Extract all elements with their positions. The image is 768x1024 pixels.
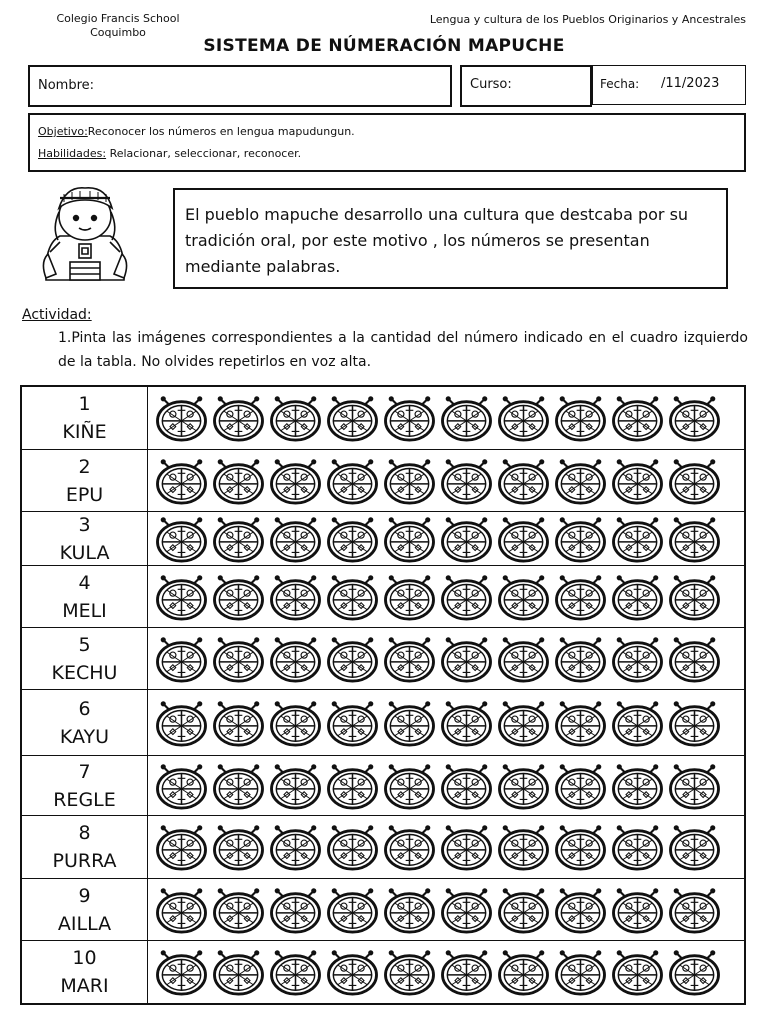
number-digit: 5 xyxy=(78,633,91,656)
name-label: Nombre: xyxy=(38,78,95,93)
mapuche-girl-illustration xyxy=(26,182,144,284)
kultrun-drum-icon[interactable] xyxy=(382,515,437,563)
kultrun-drum-icon[interactable] xyxy=(268,635,323,683)
objective-line xyxy=(38,121,736,143)
kultrun-drum-icon[interactable] xyxy=(610,394,665,442)
number-cell xyxy=(22,941,148,1003)
kultrun-drum-icon[interactable] xyxy=(496,515,551,563)
kultrun-drum-icon[interactable] xyxy=(211,699,266,747)
kultrun-drum-icon[interactable] xyxy=(496,699,551,747)
kultrun-drum-icon[interactable] xyxy=(553,886,608,934)
number-cell xyxy=(22,756,148,815)
kultrun-drum-icon[interactable] xyxy=(439,886,494,934)
kultrun-images xyxy=(154,690,722,755)
kultrun-drum-icon[interactable] xyxy=(496,762,551,810)
kultrun-drum-icon[interactable] xyxy=(211,886,266,934)
number-digit: 6 xyxy=(78,697,91,720)
kultrun-drum-icon[interactable] xyxy=(496,948,551,996)
kultrun-drum-icon[interactable] xyxy=(439,394,494,442)
kultrun-drum-icon[interactable] xyxy=(268,762,323,810)
kultrun-images xyxy=(154,941,722,1003)
kultrun-drum-icon[interactable] xyxy=(268,457,323,505)
number-digit: 10 xyxy=(72,947,97,969)
kultrun-drum-icon[interactable] xyxy=(382,823,437,871)
table-row xyxy=(22,878,744,940)
kultrun-drum-icon[interactable] xyxy=(325,635,380,683)
kultrun-drum-icon[interactable] xyxy=(667,948,722,996)
kultrun-drum-icon[interactable] xyxy=(325,762,380,810)
kultrun-drum-icon[interactable] xyxy=(325,573,380,621)
number-digit: 8 xyxy=(78,822,91,844)
kultrun-drum-icon[interactable] xyxy=(439,457,494,505)
number-word: KAYU xyxy=(59,725,110,748)
kultrun-drum-icon[interactable] xyxy=(154,823,209,871)
number-digit: 2 xyxy=(78,455,91,478)
kultrun-drum-icon[interactable] xyxy=(154,573,209,621)
kultrun-drum-icon[interactable] xyxy=(325,886,380,934)
kultrun-drum-icon[interactable] xyxy=(610,515,665,563)
number-word: AILLA xyxy=(57,912,112,935)
number-digit: 9 xyxy=(78,884,91,907)
kultrun-images xyxy=(154,450,722,511)
kultrun-drum-icon[interactable] xyxy=(211,948,266,996)
kultrun-drum-icon[interactable] xyxy=(496,635,551,683)
school-name-line1: Colegio Francis School xyxy=(56,12,180,25)
kultrun-drum-icon[interactable] xyxy=(439,762,494,810)
number-cell xyxy=(22,628,148,689)
kultrun-drum-icon[interactable] xyxy=(154,948,209,996)
kultrun-drum-icon[interactable] xyxy=(610,823,665,871)
kultrun-drum-icon[interactable] xyxy=(382,699,437,747)
kultrun-drum-icon[interactable] xyxy=(553,394,608,442)
kultrun-images xyxy=(154,756,722,815)
kultrun-drum-icon[interactable] xyxy=(667,886,722,934)
date-value: /11/2023 xyxy=(661,76,720,91)
kultrun-images xyxy=(154,566,722,627)
table-row xyxy=(22,627,744,689)
table-row xyxy=(22,511,744,565)
skills-text: Relacionar, seleccionar, reconocer. xyxy=(106,147,302,160)
kultrun-drum-icon[interactable] xyxy=(268,699,323,747)
number-cell xyxy=(22,387,148,449)
table-row xyxy=(22,449,744,511)
kultrun-drum-icon[interactable] xyxy=(211,573,266,621)
course-field[interactable] xyxy=(460,65,592,107)
kultrun-drum-icon[interactable] xyxy=(610,762,665,810)
kultrun-drum-icon[interactable] xyxy=(610,886,665,934)
skills-line xyxy=(38,143,736,165)
number-cell xyxy=(22,566,148,627)
number-cell xyxy=(22,879,148,940)
objective-text: Reconocer los números en lengua mapudungun. xyxy=(87,125,355,138)
kultrun-drum-icon[interactable] xyxy=(610,573,665,621)
number-cell xyxy=(22,450,148,511)
number-cell xyxy=(22,690,148,755)
kultrun-drum-icon[interactable] xyxy=(667,573,722,621)
number-cell xyxy=(22,512,148,565)
objective-box xyxy=(28,113,746,172)
number-word: REGLE xyxy=(53,788,116,811)
kultrun-drum-icon[interactable] xyxy=(667,823,722,871)
kultrun-drum-icon[interactable] xyxy=(667,515,722,563)
kultrun-drum-icon[interactable] xyxy=(610,635,665,683)
kultrun-drum-icon[interactable] xyxy=(211,635,266,683)
table-row xyxy=(22,387,744,449)
kultrun-drum-icon[interactable] xyxy=(382,457,437,505)
number-word: KULA xyxy=(59,541,110,564)
kultrun-drum-icon[interactable] xyxy=(154,886,209,934)
kultrun-drum-icon[interactable] xyxy=(382,635,437,683)
kultrun-drum-icon[interactable] xyxy=(439,823,494,871)
kultrun-drum-icon[interactable] xyxy=(325,699,380,747)
number-word: EPU xyxy=(65,483,104,506)
kultrun-drum-icon[interactable] xyxy=(553,635,608,683)
number-digit: 7 xyxy=(78,760,91,783)
kultrun-images xyxy=(154,816,722,878)
activity-instruction: 1.Pinta las imágenes correspondientes a la cantidad del número indicado en el cuadro izquierdo de la tabla. No olvides repetirlos en voz alta. xyxy=(58,330,748,370)
kultrun-drum-icon[interactable] xyxy=(211,394,266,442)
kultrun-drum-icon[interactable] xyxy=(382,394,437,442)
number-word: PURRA xyxy=(52,850,117,872)
subject-title: Lengua y cultura de los Pueblos Originarios y Ancestrales xyxy=(429,13,746,26)
kultrun-drum-icon[interactable] xyxy=(553,457,608,505)
name-field[interactable] xyxy=(28,65,452,107)
kultrun-drum-icon[interactable] xyxy=(610,457,665,505)
kultrun-drum-icon[interactable] xyxy=(154,762,209,810)
number-digit: 4 xyxy=(78,571,91,594)
kultrun-images xyxy=(154,387,722,449)
kultrun-drum-icon[interactable] xyxy=(553,948,608,996)
number-cell xyxy=(22,816,148,878)
kultrun-drum-icon[interactable] xyxy=(211,762,266,810)
kultrun-drum-icon[interactable] xyxy=(553,515,608,563)
kultrun-drum-icon[interactable] xyxy=(154,515,209,563)
kultrun-drum-icon[interactable] xyxy=(382,762,437,810)
kultrun-images xyxy=(154,628,722,689)
kultrun-drum-icon[interactable] xyxy=(154,635,209,683)
intro-text-box: El pueblo mapuche desarrollo una cultura que destcaba por su tradición oral, por este motivo , los números se presentan mediante palabras. xyxy=(173,188,728,289)
kultrun-drum-icon[interactable] xyxy=(382,573,437,621)
objective-label: Objetivo: xyxy=(38,125,88,138)
kultrun-drum-icon[interactable] xyxy=(268,573,323,621)
page-title: SISTEMA DE NÚMERACIÓN MAPUCHE xyxy=(203,36,565,56)
table-row xyxy=(22,565,744,627)
kultrun-drum-icon[interactable] xyxy=(325,823,380,871)
kultrun-drum-icon[interactable] xyxy=(667,762,722,810)
kultrun-drum-icon[interactable] xyxy=(553,762,608,810)
kultrun-drum-icon[interactable] xyxy=(553,699,608,747)
kultrun-drum-icon[interactable] xyxy=(667,457,722,505)
kultrun-drum-icon[interactable] xyxy=(667,394,722,442)
skills-label: Habilidades: xyxy=(38,147,107,160)
kultrun-drum-icon[interactable] xyxy=(154,457,209,505)
kultrun-drum-icon[interactable] xyxy=(496,394,551,442)
number-digit: 3 xyxy=(78,513,91,536)
kultrun-drum-icon[interactable] xyxy=(268,394,323,442)
kultrun-drum-icon[interactable] xyxy=(382,886,437,934)
course-label: Curso: xyxy=(470,77,512,92)
kultrun-drum-icon[interactable] xyxy=(325,948,380,996)
kultrun-images xyxy=(154,512,722,565)
kultrun-drum-icon[interactable] xyxy=(211,457,266,505)
kultrun-drum-icon[interactable] xyxy=(610,699,665,747)
kultrun-drum-icon[interactable] xyxy=(439,635,494,683)
number-word: KECHU xyxy=(51,661,118,684)
kultrun-drum-icon[interactable] xyxy=(553,573,608,621)
table-row xyxy=(22,815,744,878)
date-label: Fecha: xyxy=(600,77,640,91)
kultrun-drum-icon[interactable] xyxy=(496,457,551,505)
kultrun-drum-icon[interactable] xyxy=(439,573,494,621)
kultrun-drum-icon[interactable] xyxy=(496,886,551,934)
kultrun-drum-icon[interactable] xyxy=(496,823,551,871)
table-row xyxy=(22,689,744,755)
kultrun-drum-icon[interactable] xyxy=(382,948,437,996)
kultrun-drum-icon[interactable] xyxy=(211,515,266,563)
kultrun-drum-icon[interactable] xyxy=(268,948,323,996)
kultrun-drum-icon[interactable] xyxy=(268,823,323,871)
kultrun-drum-icon[interactable] xyxy=(211,823,266,871)
kultrun-drum-icon[interactable] xyxy=(154,699,209,747)
kultrun-drum-icon[interactable] xyxy=(325,457,380,505)
date-field[interactable] xyxy=(592,65,746,105)
number-word: KIÑE xyxy=(62,421,107,443)
kultrun-drum-icon[interactable] xyxy=(439,948,494,996)
school-city: Coquimbo xyxy=(90,26,146,39)
kultrun-drum-icon[interactable] xyxy=(268,886,323,934)
numbers-table xyxy=(20,385,746,1005)
kultrun-drum-icon[interactable] xyxy=(439,515,494,563)
kultrun-drum-icon[interactable] xyxy=(325,515,380,563)
number-word: MARI xyxy=(60,975,109,997)
kultrun-drum-icon[interactable] xyxy=(154,394,209,442)
kultrun-drum-icon[interactable] xyxy=(553,823,608,871)
kultrun-drum-icon[interactable] xyxy=(610,948,665,996)
kultrun-drum-icon[interactable] xyxy=(268,515,323,563)
kultrun-drum-icon[interactable] xyxy=(496,573,551,621)
kultrun-drum-icon[interactable] xyxy=(439,699,494,747)
number-digit: 1 xyxy=(78,393,91,415)
table-row xyxy=(22,755,744,815)
table-row xyxy=(22,940,744,1003)
kultrun-drum-icon[interactable] xyxy=(325,394,380,442)
kultrun-images xyxy=(154,879,722,940)
number-word: MELI xyxy=(62,599,107,622)
activity-heading: Actividad: xyxy=(22,307,92,323)
kultrun-drum-icon[interactable] xyxy=(667,635,722,683)
kultrun-drum-icon[interactable] xyxy=(667,699,722,747)
